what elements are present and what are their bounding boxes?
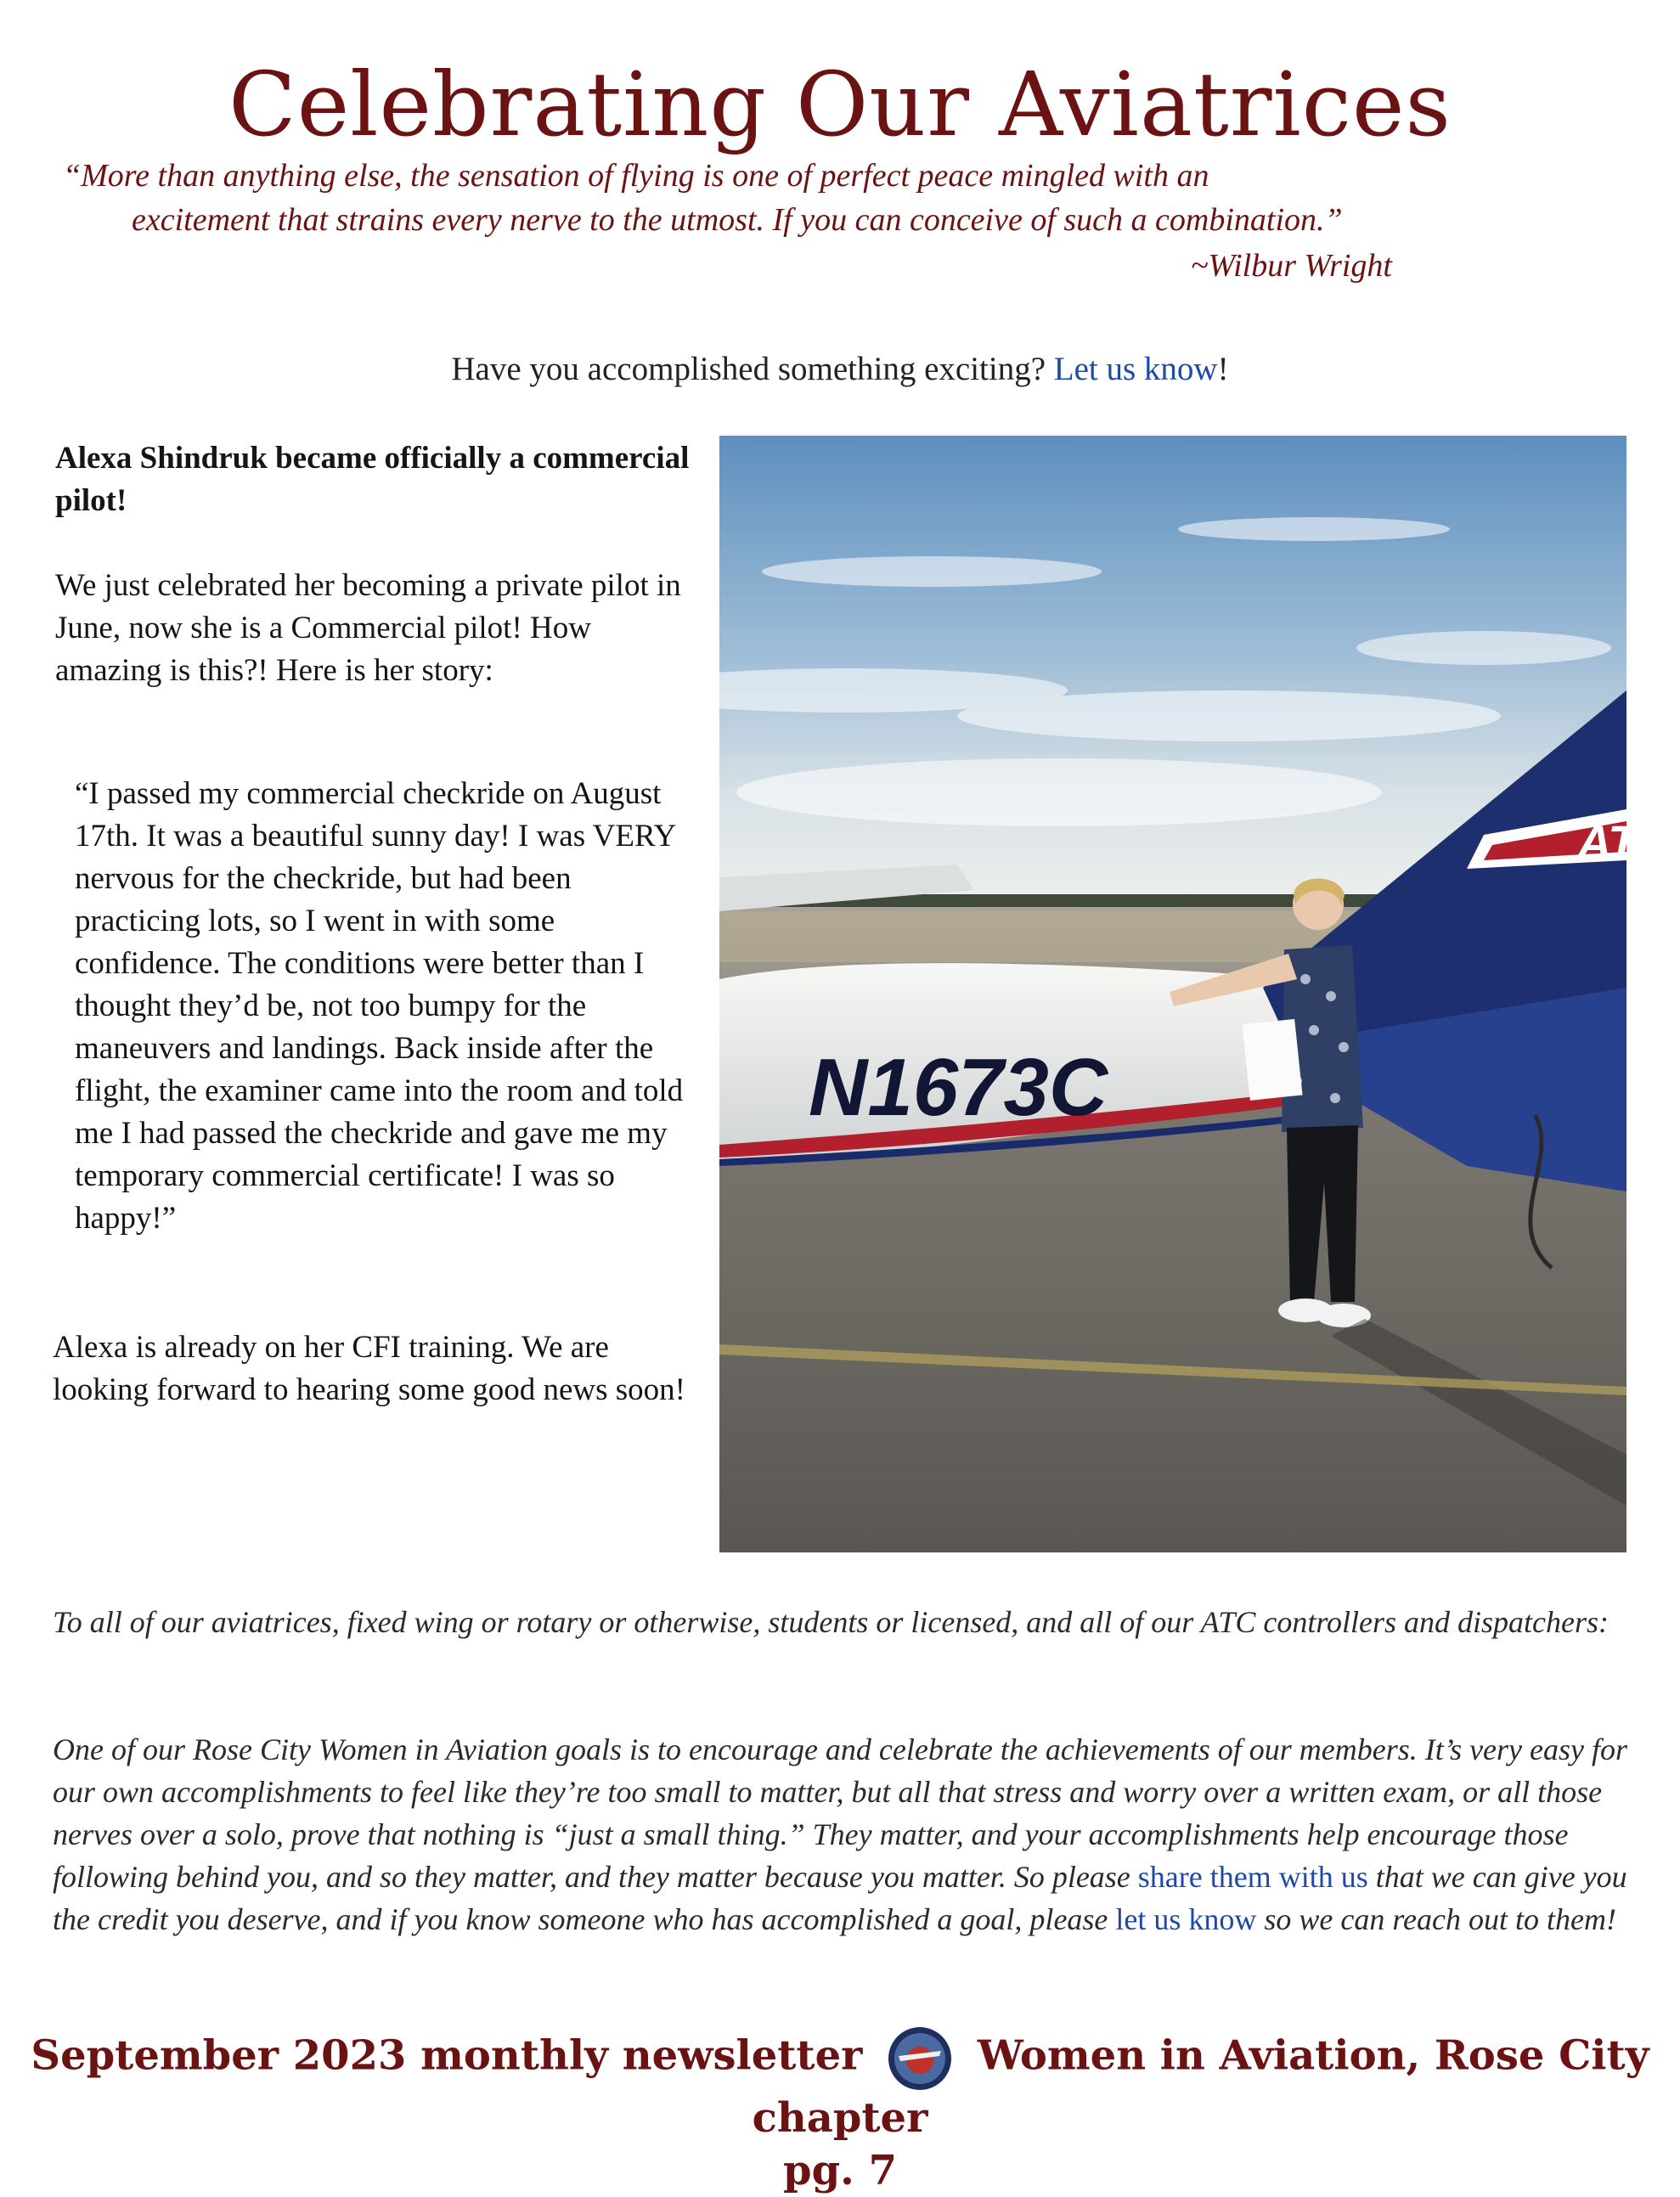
- quote-line-2: excitement that strains every nerve to the utmost. If you can conceive of such a combination.”: [132, 202, 1343, 238]
- let-us-know-link[interactable]: Let us know: [1053, 351, 1218, 387]
- share-them-link[interactable]: share them with us: [1137, 1860, 1368, 1894]
- closing-message-text: [53, 1728, 1632, 1941]
- newsletter-footer: [0, 2025, 1680, 2197]
- tail-logo-text: AT: [1577, 815, 1638, 869]
- article-outro: [53, 1327, 698, 1411]
- article-story-quote: [75, 773, 699, 1240]
- let-us-know-link-2[interactable]: let us know: [1115, 1902, 1257, 1936]
- chapter-logo-icon: [887, 2025, 953, 2092]
- closing-intro: [53, 1601, 1632, 1643]
- share-prompt: [0, 350, 1680, 388]
- story-text: “I passed my commercial checkride on August 17th. It was a beautiful sunny day! I was VERY nervous for the checkride, but had been practicing lots, so I went in with some confidence. The conditions were better than I thought they’d be, not too bumpy for the maneuvers and landings. Back inside after the flight, the examiner came into the room and told me I had passed the checkride and gave me my temporary commercial certificate! I was so happy!”: [75, 776, 684, 1236]
- footer-issue: September 2023 monthly newsletter: [31, 2031, 863, 2080]
- closing-message: [53, 1728, 1632, 1941]
- article-headline: [55, 437, 701, 522]
- page-title: Celebrating Our Aviatrices: [228, 53, 1452, 156]
- footer-chapter: Women in Aviation, Rose City chapter: [752, 2031, 1649, 2142]
- closing-text-a: One of our Rose City Women in Aviation goals is to encourage and celebrate the achievements of our members. It’s very easy for our own accomplishments to feel like they’re too small to matter, but all that stress and worry over a written exam, or all those nerves over a solo, prove that nothing is “just a small thing.” They matter, and your accomplishments help encourage those following behind you, and so they matter, and they matter because you matter. So please: [53, 1732, 1627, 1894]
- share-prompt-end: !: [1217, 351, 1229, 387]
- outro-text: Alexa is already on her CFI training. We are looking forward to hearing some good news soon!: [53, 1330, 686, 1407]
- tail-number: N1673C: [809, 1042, 1108, 1133]
- quote-line-1: “More than anything else, the sensation of flying is one of perfect peace mingled with an: [63, 158, 1209, 194]
- share-prompt-text: Have you accomplished something exciting?: [451, 351, 1046, 387]
- page-number: pg. 7: [783, 2147, 897, 2194]
- headline-text: Alexa Shindruk became officially a commercial pilot!: [55, 441, 690, 518]
- closing-text-b: that we can give you the credit you deserve, and if you know someone who has accomplished a goal, please: [53, 1860, 1627, 1936]
- article-intro: [55, 565, 701, 692]
- photo-illustration: [719, 436, 1638, 1552]
- intro-text: We just celebrated her becoming a private pilot in June, now she is a Commercial pilot! How amazing is this?! Here is her story:: [55, 568, 681, 688]
- closing-intro-text: To all of our aviatrices, fixed wing or rotary or otherwise, students or licensed, and all of our ATC controllers and dispatchers:: [53, 1605, 1609, 1639]
- pilot-airplane-photo: [719, 436, 1638, 1552]
- quote-author: ~Wilbur Wright: [1191, 248, 1392, 284]
- closing-text-c: so we can reach out to them!: [1264, 1902, 1616, 1936]
